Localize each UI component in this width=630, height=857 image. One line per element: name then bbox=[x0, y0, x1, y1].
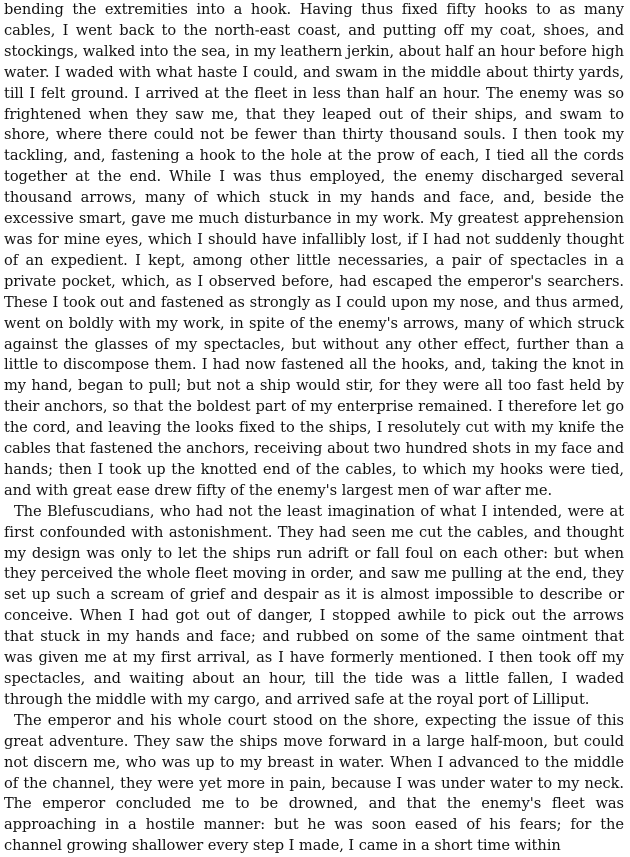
paragraph-2: The Blefuscudians, who had not the least imagination of what I intended, were at first confounded with astonishment. They had seen me cut the cables, and thought my design was only to let the ships run adrift or fall foul on each other: but when they perceived the whole fleet moving in order, and saw me pulling at the end, they set up such a scream of grief and despair as it is almost impossible to describe or conceive. When I had got out of danger, I stopped awhile to pick out the arrows that stuck in my hands and face; and rubbed on some of the same ointment that was given me at my first arrival, as I have formerly mentioned. I then took off my spectacles, and waiting about an hour, till the tide was a little fallen, I waded through the middle with my cargo, and arrived safe at the royal port of Lilliput. bbox=[4, 502, 624, 708]
document-page bbox=[4, 0, 624, 857]
paragraph-3: The emperor and his whole court stood on the shore, expecting the issue of this great adventure. They saw the ships move forward in a large half-moon, but could not discern me, who was up to my breast in water. When I advanced to the middle of the channel, they were yet more in pain, because I was under water to my neck. The emperor concluded me to be drowned, and that the enemy's fleet was approaching in a hostile manner: but he was soon eased of his fears; for the channel growing shallower every step I made, I came in a short time within bbox=[4, 711, 624, 855]
paragraph-1: bending the extremities into a hook. Having thus fixed fifty hooks to as many cables, I went back to the north-east coast, and putting off my coat, shoes, and stockings, walked into the sea, in my leathern jerkin, about half an hour before high water. I waded with what haste I could, and swam in the middle about thirty yards, till I felt ground. I arrived at the fleet in less than half an hour. The enemy was so frightened when they saw me, that they leaped out of their ships, and swam to shore, where there could not be fewer than thirty thousand souls. I then took my tackling, and, fastening a hook to the hole at the prow of each, I tied all the cords together at the end. While I was thus employed, the enemy discharged several thousand arrows, many of which stuck in my hands and face, and, beside the excessive smart, gave me much disturbance in my work. My greatest apprehension was for mine eyes, which I should have infallibly lost, if I had not suddenly thought of an expedient. I kept, among other little necessaries, a pair of spectacles in a private pocket, which, as I observed before, had escaped the emperor's searchers. These I took out and fastened as strongly as I could upon my nose, and thus armed, went on boldly with my work, in spite of the enemy's arrows, many of which struck against the glasses of my spectacles, but without any other effect, further than a little to discompose them. I had now fastened all the hooks, and, taking the knot in my hand, began to pull; but not a ship would stir, for they were all too fast held by their anchors, so that the boldest part of my enterprise remained. I therefore let go the cord, and leaving the looks fixed to the ships, I resolutely cut with my knife the cables that fastened the anchors, receiving about two hundred shots in my face and hands; then I took up the knotted end of the cables, to which my hooks were tied, and with great ease drew fifty of the enemy's largest men of war after me. bbox=[4, 1, 624, 499]
